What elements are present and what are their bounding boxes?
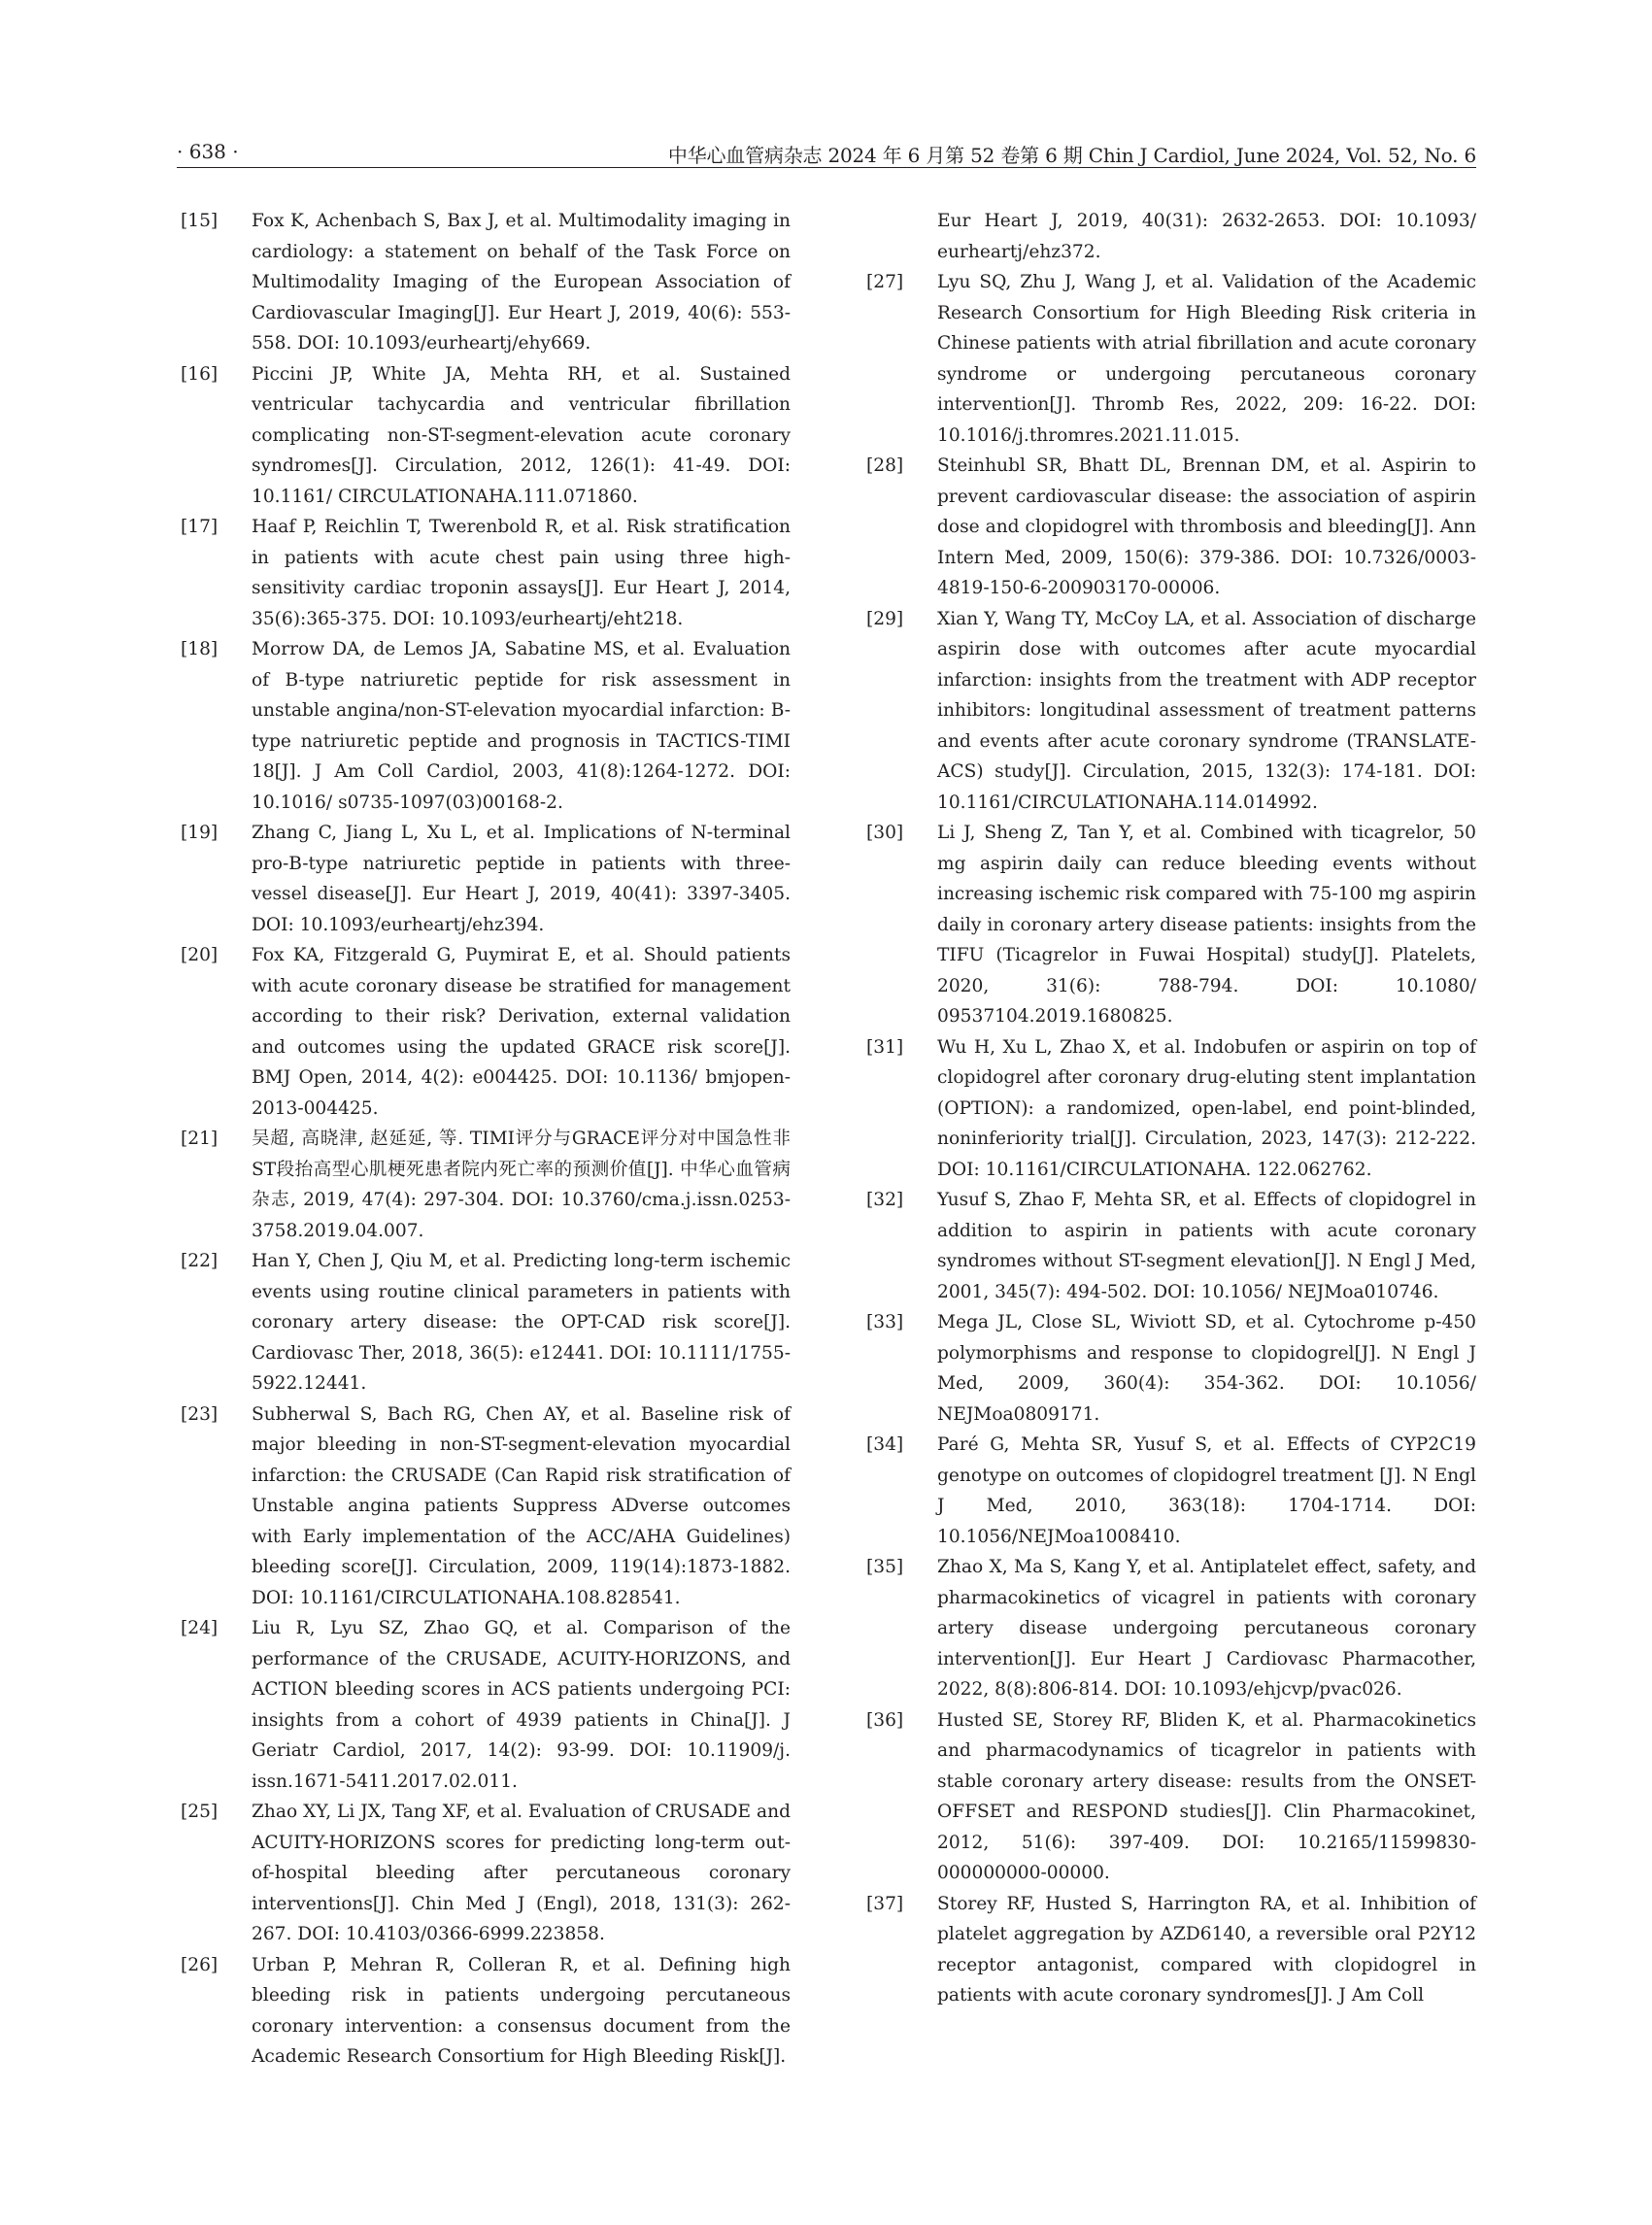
reference-text: Subherwal S, Bach RG, Chen AY, et al. Baseline risk of major bleeding in non-ST-segment-elevation myocardial infarction: the CRUSADE (Can Rapid risk stratification of Unstable angina patients Suppress ADverse outcomes with Early implementation of the ACC/AHA Guidelines) bleeding score[J]. Circulation, 2009, 119(14):1873-1882. DOI: 10.1161/CIRCULATIONAHA.108.828541. (252, 1403, 791, 1608)
reference-item (866, 1032, 1476, 1186)
reference-text: Lyu SQ, Zhu J, Wang J, et al. Validation of the Academic Research Consortium for High Bleeding Risk criteria in Chinese patients with atrial fibrillation and acute coronary syndrome or undergoing percutaneous coronary intervention[J]. Thromb Res, 2022, 209: 16-22. DOI: 10.1016/j.thromres.2021.11.015. (937, 272, 1476, 446)
reference-number: [29] (866, 608, 904, 629)
reference-item (181, 512, 791, 634)
reference-column-right (866, 206, 1476, 2011)
reference-item (866, 267, 1476, 451)
reference-text: Zhang C, Jiang L, Xu L, et al. Implications of N-terminal pro-B-type natriuretic peptide in patients with three-vessel disease[J]. Eur Heart J, 2019, 40(41): 3397-3405. DOI: 10.1093/eurheartj/ehz394. (252, 823, 791, 935)
reference-text: Zhao XY, Li JX, Tang XF, et al. Evaluation of CRUSADE and ACUITY-HORIZONS scores for predicting long-term out-of-hospital bleeding after percutaneous coronary interventions[J]. Chin Med J (Engl), 2018, 131(3): 262-267. DOI: 10.4103/0366-6999.223858. (252, 1802, 791, 1944)
reference-text: 吴超, 高晓津, 赵延延, 等. TIMI评分与GRACE评分对中国急性非ST段抬高型心肌梗死患者院内死亡率的预测价值[J]. 中华心血管病杂志, 2019, 47(4): 297-304. DOI: 10.3760/cma.j.issn.0253-3758.2019.04.007. (252, 1129, 791, 1241)
reference-item (181, 818, 791, 940)
reference-item (866, 1430, 1476, 1552)
reference-item (866, 1307, 1476, 1430)
reference-text: Zhao X, Ma S, Kang Y, et al. Antiplatelet effect, safety, and pharmacokinetics of vicagrel in patients with coronary artery disease undergoing percutaneous coronary intervention[J]. Eur Heart J Cardiovasc Pharmacother, 2022, 8(8):806-814. DOI: 10.1093/ehjcvp/pvac026. (937, 1557, 1476, 1700)
reference-number: [26] (181, 1954, 219, 1975)
reference-number: [36] (866, 1709, 904, 1731)
reference-item (866, 451, 1476, 604)
reference-text: Xian Y, Wang TY, McCoy LA, et al. Association of discharge aspirin dose with outcomes after acute myocardial infarction: insights from the treatment with ADP receptor inhibitors: longitudinal assessment of treatment patterns and events after acute coronary syndrome (TRANSLATE-ACS) study[J]. Circulation, 2015, 132(3): 174-181. DOI: 10.1161/CIRCULATIONAHA.114.014992. (937, 608, 1476, 813)
reference-column-left (181, 206, 791, 2073)
reference-number: [21] (181, 1129, 219, 1149)
reference-text: Paré G, Mehta SR, Yusuf S, et al. Effects of CYP2C19 genotype on outcomes of clopidogrel treatment [J]. N Engl J Med, 2010, 363(18): 1704-1714. DOI: 10.1056/NEJMoa1008410. (937, 1434, 1476, 1547)
reference-text: Fox K, Achenbach S, Bax J, et al. Multimodality imaging in cardiology: a statement on behalf of the Task Force on Multimodality Imaging of the European Association of Cardiovascular Imaging[J]. Eur Heart J, 2019, 40(6): 553-558. DOI: 10.1093/eurheartj/ehy669. (252, 211, 791, 354)
reference-number: [27] (866, 272, 904, 292)
reference-number: [24] (181, 1618, 219, 1638)
reference-item (866, 1889, 1476, 2011)
reference-number: [31] (866, 1036, 904, 1058)
reference-text: Mega JL, Close SL, Wiviott SD, et al. Cytochrome p-450 polymorphisms and response to clopidogrel[J]. N Engl J Med, 2009, 360(4): 354-362. DOI: 10.1056/ NEJMoa0809171. (937, 1312, 1476, 1425)
reference-number: [20] (181, 945, 219, 965)
reference-number: [25] (181, 1802, 219, 1822)
reference-number: [32] (866, 1190, 904, 1210)
reference-text: Han Y, Chen J, Qiu M, et al. Predicting long-term ischemic events using routine clinical parameters in patients with coronary artery disease: the OPT-CAD risk score[J]. Cardiovasc Ther, 2018, 36(5): e12441. DOI: 10.1111/1755-5922.12441. (252, 1251, 791, 1394)
reference-item (181, 1950, 791, 2073)
reference-item (181, 1399, 791, 1614)
reference-item (866, 1185, 1476, 1307)
reference-number: [17] (181, 517, 219, 537)
reference-text: Piccini JP, White JA, Mehta RH, et al. Sustained ventricular tachycardia and ventricular fibrillation complicating non-ST-segment-elevation acute coronary syndromes[J]. Circulation, 2012, 126(1): 41-49. DOI: 10.1161/ CIRCULATIONAHA.111.071860. (252, 363, 791, 507)
page-header (177, 138, 1476, 168)
reference-number: [28] (866, 455, 904, 476)
reference-number: [34] (866, 1434, 904, 1455)
reference-item (181, 1246, 791, 1399)
page-number: · 638 · (177, 140, 239, 163)
reference-number: [15] (181, 211, 219, 231)
reference-item (181, 634, 791, 818)
reference-text: Morrow DA, de Lemos JA, Sabatine MS, et al. Evaluation of B-type natriuretic peptide for risk assessment in unstable angina/non-ST-elevation myocardial infarction: B-type natriuretic peptide and prognosis in TACTICS-TIMI 18[J]. J Am Coll Cardiol, 2003, 41(8):1264-1272. DOI: 10.1016/ s0735-1097(03)00168-2. (252, 639, 791, 813)
reference-text: Fox KA, Fitzgerald G, Puymirat E, et al. Should patients with acute coronary disease be stratified for management according to their risk? Derivation, external validation and outcomes using the updated GRACE risk score[J]. BMJ Open, 2014, 4(2): e004425. DOI: 10.1136/ bmjopen-2013-004425. (252, 945, 791, 1119)
reference-item (181, 206, 791, 359)
reference-item (181, 1613, 791, 1797)
reference-text: Yusuf S, Zhao F, Mehta SR, et al. Effects of clopidogrel in addition to aspirin in patients with acute coronary syndromes without ST-segment elevation[J]. N Engl J Med, 2001, 345(7): 494-502. DOI: 10.1056/ NEJMoa010746. (937, 1190, 1476, 1302)
reference-item (181, 359, 791, 513)
reference-item (866, 1705, 1476, 1889)
reference-text: Storey RF, Husted S, Harrington RA, et al. Inhibition of platelet aggregation by AZD6140, a reversible oral P2Y12 receptor antagonist, compared with clopidogrel in patients with acute coronary syndromes[J]. J Am Coll (937, 1893, 1476, 2006)
reference-text: Liu R, Lyu SZ, Zhao GQ, et al. Comparison of the performance of the CRUSADE, ACUITY-HORIZONS, and ACTION bleeding scores in ACS patients undergoing PCI: insights from a cohort of 4939 patients in China[J]. J Geriatr Cardiol, 2017, 14(2): 93-99. DOI: 10.11909/j. issn.1671-5411.2017.02.011. (252, 1618, 791, 1792)
reference-number: [35] (866, 1557, 904, 1577)
reference-item (866, 604, 1476, 819)
reference-item (181, 1124, 791, 1246)
reference-text: Li J, Sheng Z, Tan Y, et al. Combined with ticagrelor, 50 mg aspirin daily can reduce bleeding events without increasing ischemic risk compared with 75-100 mg aspirin daily in coronary artery disease patients: insights from the TIFU (Ticagrelor in Fuwai Hospital) study[J]. Platelets, 2020, 31(6): 788-794. DOI: 10.1080/ 09537104.2019.1680825. (937, 823, 1476, 1027)
reference-number: [18] (181, 639, 219, 659)
reference-item (181, 1797, 791, 1950)
reference-item (866, 1552, 1476, 1705)
reference-number: [16] (181, 363, 219, 385)
reference-continuation: Eur Heart J, 2019, 40(31): 2632-2653. DOI: 10.1093/ eurheartj/ehz372. (937, 211, 1476, 262)
reference-number: [30] (866, 823, 904, 843)
reference-number: [19] (181, 823, 219, 843)
reference-text: Wu H, Xu L, Zhao X, et al. Indobufen or aspirin on top of clopidogrel after coronary drug-eluting stent implantation (OPTION): a randomized, open-label, end point-blinded, noninferiority trial[J]. Circulation, 2023, 147(3): 212-222. DOI: 10.1161/CIRCULATIONAHA. 122.062762. (937, 1036, 1476, 1180)
reference-item (866, 818, 1476, 1032)
reference-number: [37] (866, 1893, 904, 1914)
journal-running-title: 中华心血管病杂志 2024 年 6 月第 52 卷第 6 期 Chin J Cardiol, June 2024, Vol. 52, No. 6 (667, 144, 1476, 167)
reference-text: Steinhubl SR, Bhatt DL, Brennan DM, et al. Aspirin to prevent cardiovascular disease: the association of aspirin dose and clopidogrel with thrombosis and bleeding[J]. Ann Intern Med, 2009, 150(6): 379-386. DOI: 10.7326/0003-4819-150-6-200903170-00006. (937, 455, 1476, 598)
reference-item (181, 940, 791, 1124)
reference-number: [22] (181, 1251, 219, 1271)
reference-text: Urban P, Mehran R, Colleran R, et al. Defining high bleeding risk in patients undergoing percutaneous coronary intervention: a consensus document from the Academic Research Consortium for High Bleeding Risk[J]. (252, 1954, 791, 2067)
reference-text: Husted SE, Storey RF, Bliden K, et al. Pharmacokinetics and pharmacodynamics of ticagrelor in patients with stable coronary artery disease: results from the ONSET-OFFSET and RESPOND studies[J]. Clin Pharmacokinet, 2012, 51(6): 397-409. DOI: 10.2165/11599830-000000000-00000. (937, 1709, 1476, 1883)
reference-number: [33] (866, 1312, 904, 1332)
reference-number: [23] (181, 1403, 219, 1425)
reference-text: Haaf P, Reichlin T, Twerenbold R, et al. Risk stratification in patients with acute chest pain using three high-sensitivity cardiac troponin assays[J]. Eur Heart J, 2014, 35(6):365-375. DOI: 10.1093/eurheartj/eht218. (252, 517, 791, 629)
